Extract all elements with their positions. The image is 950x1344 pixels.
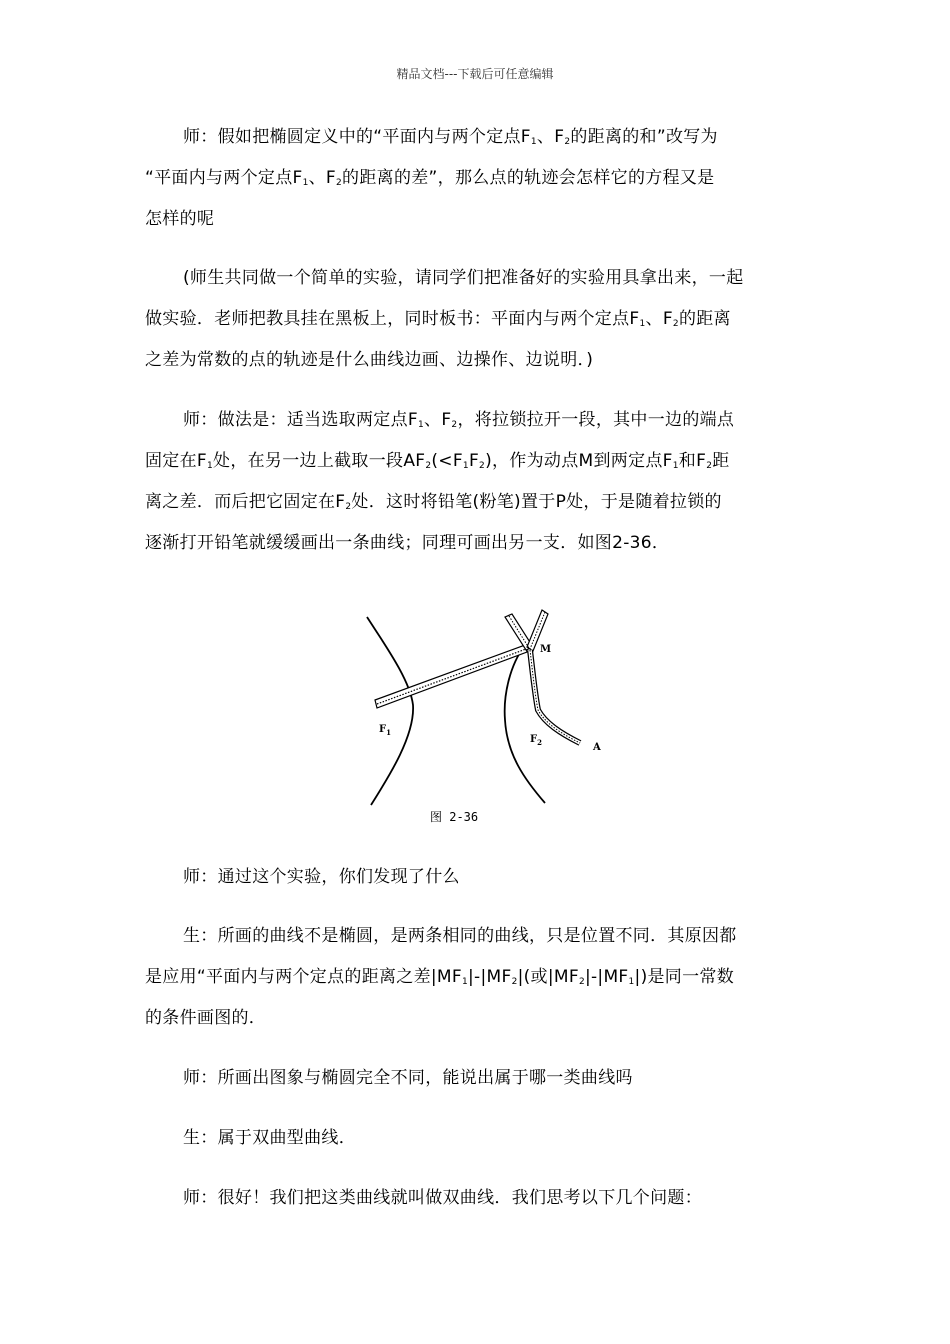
paragraph-1-line-2: “平面内与两个定点$F_1$、$F_2$的距离的差”，那么点的轨迹会怎样它的方程又是 [145, 168, 715, 188]
paragraph-4: 师：通过这个实验，你们发现了什么 [183, 867, 460, 887]
label-m: M [540, 644, 552, 655]
paragraph-2-line-3: 之差为常数的点的轨迹是什么曲线边画、边操作、边说明．) [145, 350, 594, 370]
zipper-f1-to-m [375, 645, 527, 708]
paragraph-1-line-1: 师：假如把椭圆定义中的“平面内与两个定点$F_1$、$F_2$的距离的和”改写为 [183, 127, 718, 147]
paragraph-3-line-2: 固定在$F_1$处，在另一边上截取一段$AF_2(<F_1F_2)$，作为动点M到两定点$F_1$和$F_2$距 [145, 451, 730, 471]
label-f1: $F_1$ [379, 724, 391, 737]
paragraph-2-line-1: (师生共同做一个简单的实验，请同学们把准备好的实验用具拿出来，一起 [183, 268, 744, 288]
hyperbola-zipper-diagram [355, 605, 615, 835]
paragraph-8: 师：很好！我们把这类曲线就叫做双曲线．我们思考以下几个问题： [183, 1188, 702, 1208]
paragraph-3-line-3: 离之差．而后把它固定在$F_2$处．这时将铅笔(粉笔)置于P处，于是随着拉锁的 [145, 492, 722, 512]
label-a: A [593, 742, 601, 753]
figure-caption: 图 2-36 [430, 810, 479, 824]
paragraph-7: 生：属于双曲型曲线． [183, 1128, 356, 1148]
figure-2-36 [355, 605, 615, 835]
paragraph-5-line-1: 生：所画的曲线不是椭圆，是两条相同的曲线，只是位置不同．其原因都 [183, 926, 737, 946]
paragraph-5-line-2: 是应用“平面内与两个定点的距离之差$|MF_1|-|MF_2|$(或$|MF_2|-|MF_1|$)是同一常数 [145, 967, 735, 987]
paragraph-2-line-2: 做实验．老师把教具挂在黑板上，同时板书：平面内与两个定点$F_1$、$F_2$的距离 [145, 309, 731, 329]
paragraph-1-line-3: 怎样的呢 [145, 209, 215, 229]
zipper-m-to-a [530, 650, 580, 743]
page-header: 精品文档---下载后可任意编辑 [396, 67, 554, 81]
paragraph-5-line-3: 的条件画图的． [145, 1008, 267, 1028]
paragraph-6: 师：所画出图象与椭圆完全不同，能说出属于哪一类曲线吗 [183, 1068, 633, 1088]
paragraph-3-line-4: 逐渐打开铅笔就缓缓画出一条曲线；同理可画出另一支．如图2-36． [145, 533, 670, 553]
left-branch-curve [367, 617, 413, 805]
right-branch-curve [505, 645, 545, 803]
paragraph-3-line-1: 师：做法是：适当选取两定点$F_1$、$F_2$，将拉锁拉开一段，其中一边的端点 [183, 410, 735, 430]
label-f2: $F_2$ [530, 734, 542, 747]
